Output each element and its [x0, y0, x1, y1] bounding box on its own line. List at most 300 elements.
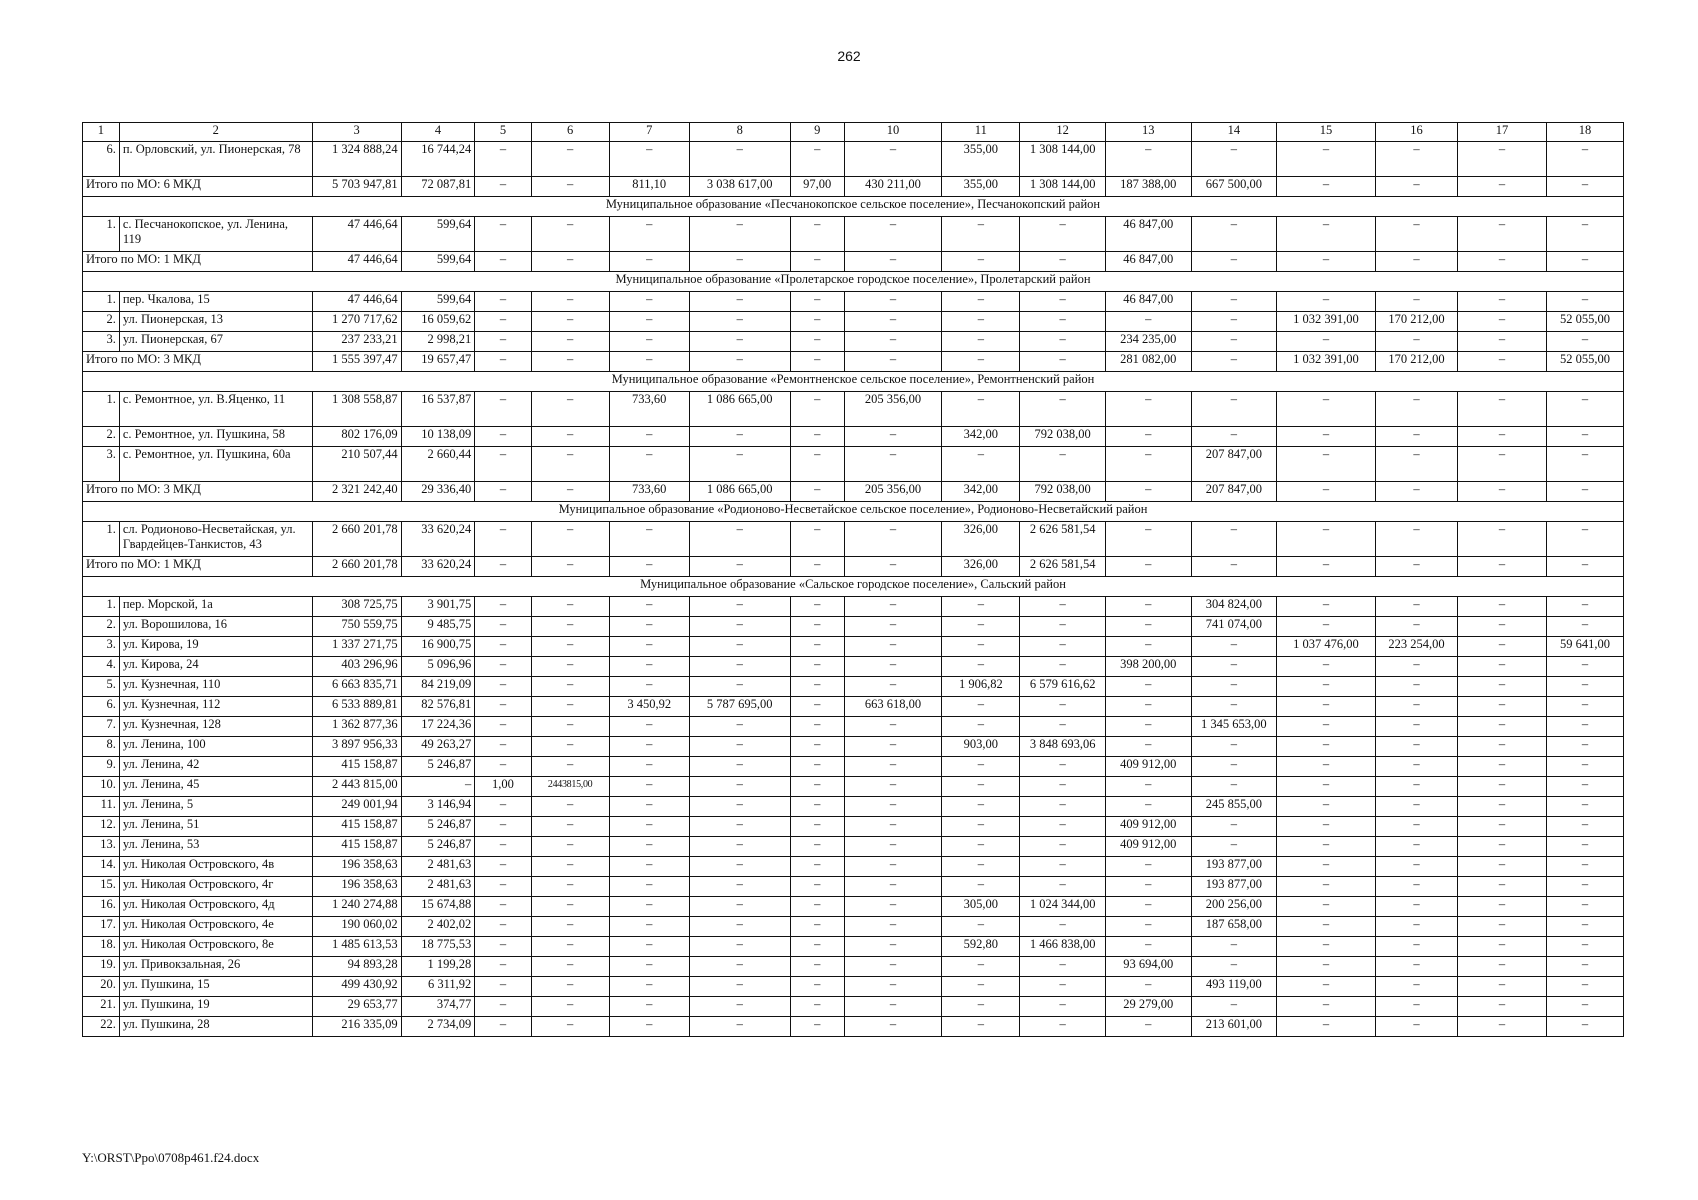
value-cell: – — [844, 447, 942, 482]
value-cell: – — [790, 837, 844, 857]
value-cell: – — [1191, 957, 1277, 977]
value-cell: – — [609, 837, 689, 857]
total-cell: 326,00 — [942, 557, 1020, 577]
total-cell: – — [844, 352, 942, 372]
value-cell: 5 096,96 — [401, 657, 475, 677]
value-cell: – — [1277, 977, 1376, 997]
value-cell: – — [689, 657, 790, 677]
row-number: 18. — [83, 937, 120, 957]
total-cell: – — [475, 557, 531, 577]
total-cell: 1 032 391,00 — [1277, 352, 1376, 372]
value-cell: – — [1546, 877, 1623, 897]
value-cell: – — [1458, 997, 1547, 1017]
value-cell: – — [790, 797, 844, 817]
value-cell: – — [844, 777, 942, 797]
value-cell: – — [844, 857, 942, 877]
value-cell: – — [844, 142, 942, 177]
table-row — [83, 427, 1624, 447]
value-cell: – — [1191, 677, 1277, 697]
value-cell: – — [844, 657, 942, 677]
total-row — [83, 557, 1624, 577]
value-cell: – — [1105, 977, 1191, 997]
total-cell: 1 086 665,00 — [689, 482, 790, 502]
total-cell: 811,10 — [609, 177, 689, 197]
row-number: 7. — [83, 717, 120, 737]
value-cell: – — [689, 717, 790, 737]
value-cell: – — [1458, 312, 1547, 332]
row-number: 3. — [83, 637, 120, 657]
address-cell: с. Ремонтное, ул. Пушкина, 58 — [119, 427, 312, 447]
table-row — [83, 997, 1624, 1017]
value-cell: – — [1105, 392, 1191, 427]
address-cell: ул. Пушкина, 15 — [119, 977, 312, 997]
value-cell: – — [1375, 217, 1457, 252]
table-row — [83, 797, 1624, 817]
value-cell: 308 725,75 — [312, 597, 401, 617]
value-cell: – — [1277, 997, 1376, 1017]
row-number: 6. — [83, 697, 120, 717]
address-cell: ул. Ленина, 53 — [119, 837, 312, 857]
total-cell: – — [475, 352, 531, 372]
column-number: 16 — [1375, 123, 1457, 142]
value-cell: – — [1546, 837, 1623, 857]
value-cell: – — [475, 1017, 531, 1037]
total-cell: – — [790, 352, 844, 372]
value-cell: – — [689, 1017, 790, 1037]
value-cell: – — [1020, 392, 1106, 427]
value-cell: – — [1277, 717, 1376, 737]
value-cell: – — [531, 957, 609, 977]
value-cell: – — [790, 597, 844, 617]
value-cell: 29 653,77 — [312, 997, 401, 1017]
value-cell: 59 641,00 — [1546, 637, 1623, 657]
value-cell: – — [1375, 917, 1457, 937]
value-cell: – — [689, 312, 790, 332]
value-cell: – — [531, 522, 609, 557]
value-cell: – — [1546, 717, 1623, 737]
value-cell: – — [844, 977, 942, 997]
column-number: 12 — [1020, 123, 1106, 142]
value-cell: 193 877,00 — [1191, 857, 1277, 877]
value-cell: – — [475, 447, 531, 482]
value-cell: – — [689, 997, 790, 1017]
value-cell: – — [790, 737, 844, 757]
value-cell: – — [1375, 657, 1457, 677]
value-cell: – — [1546, 292, 1623, 312]
value-cell: – — [475, 637, 531, 657]
value-cell: – — [531, 392, 609, 427]
address-cell: ул. Пушкина, 28 — [119, 1017, 312, 1037]
row-number: 21. — [83, 997, 120, 1017]
value-cell: – — [531, 637, 609, 657]
row-number: 17. — [83, 917, 120, 937]
row-number: 1. — [83, 392, 120, 427]
value-cell: 5 246,87 — [401, 757, 475, 777]
total-cell: – — [844, 557, 942, 577]
column-number: 6 — [531, 123, 609, 142]
value-cell: 903,00 — [942, 737, 1020, 757]
table-body — [83, 123, 1624, 1037]
value-cell: – — [790, 617, 844, 637]
total-cell: – — [1546, 557, 1623, 577]
value-cell: 2443815,00 — [531, 777, 609, 797]
column-number: 3 — [312, 123, 401, 142]
total-cell: – — [531, 482, 609, 502]
value-cell: 16 900,75 — [401, 637, 475, 657]
value-cell: 6 579 616,62 — [1020, 677, 1106, 697]
total-cell: – — [531, 252, 609, 272]
value-cell: – — [609, 217, 689, 252]
row-number: 15. — [83, 877, 120, 897]
value-cell: 355,00 — [942, 142, 1020, 177]
value-cell: – — [1277, 142, 1376, 177]
value-cell: – — [531, 877, 609, 897]
value-cell: – — [1191, 392, 1277, 427]
value-cell: – — [475, 797, 531, 817]
value-cell: – — [1105, 447, 1191, 482]
value-cell: – — [790, 857, 844, 877]
value-cell: – — [1020, 857, 1106, 877]
value-cell: – — [609, 617, 689, 637]
value-cell: – — [531, 697, 609, 717]
value-cell: – — [1375, 877, 1457, 897]
value-cell: – — [790, 522, 844, 557]
value-cell: 249 001,94 — [312, 797, 401, 817]
total-label: Итого по МО: 1 МКД — [83, 557, 313, 577]
value-cell: 213 601,00 — [1191, 1017, 1277, 1037]
value-cell: 2 998,21 — [401, 332, 475, 352]
value-cell: – — [531, 1017, 609, 1037]
total-cell: – — [1105, 557, 1191, 577]
value-cell: – — [609, 1017, 689, 1037]
value-cell: – — [942, 617, 1020, 637]
table-row — [83, 637, 1624, 657]
value-cell: – — [1546, 997, 1623, 1017]
value-cell: – — [1546, 427, 1623, 447]
value-cell: – — [1191, 522, 1277, 557]
value-cell: 10 138,09 — [401, 427, 475, 447]
value-cell: – — [609, 757, 689, 777]
total-cell: – — [1191, 557, 1277, 577]
value-cell: 46 847,00 — [1105, 292, 1191, 312]
value-cell: – — [790, 142, 844, 177]
value-cell: 196 358,63 — [312, 877, 401, 897]
value-cell: – — [1546, 617, 1623, 637]
total-cell: – — [609, 252, 689, 272]
row-number: 11. — [83, 797, 120, 817]
value-cell: – — [475, 597, 531, 617]
row-number: 8. — [83, 737, 120, 757]
value-cell: – — [1458, 392, 1547, 427]
value-cell: – — [1546, 677, 1623, 697]
total-label: Итого по МО: 1 МКД — [83, 252, 313, 272]
value-cell: – — [689, 677, 790, 697]
value-cell: 84 219,09 — [401, 677, 475, 697]
value-cell: – — [790, 877, 844, 897]
value-cell: – — [1191, 292, 1277, 312]
value-cell: – — [1191, 777, 1277, 797]
value-cell: – — [475, 717, 531, 737]
value-cell: – — [942, 217, 1020, 252]
value-cell: – — [790, 757, 844, 777]
row-number: 3. — [83, 332, 120, 352]
value-cell: – — [689, 217, 790, 252]
total-cell: – — [1375, 482, 1457, 502]
value-cell: 15 674,88 — [401, 897, 475, 917]
table-row — [83, 737, 1624, 757]
value-cell: – — [531, 737, 609, 757]
value-cell: – — [942, 697, 1020, 717]
value-cell: – — [844, 997, 942, 1017]
value-cell: – — [1020, 697, 1106, 717]
value-cell: – — [531, 917, 609, 937]
total-cell: 72 087,81 — [401, 177, 475, 197]
value-cell: – — [1020, 1017, 1106, 1037]
total-row — [83, 252, 1624, 272]
value-cell: – — [1458, 777, 1547, 797]
table-row — [83, 312, 1624, 332]
value-cell: – — [1375, 937, 1457, 957]
address-cell: ул. Николая Островского, 4в — [119, 857, 312, 877]
address-cell: ул. Кузнечная, 128 — [119, 717, 312, 737]
value-cell: – — [1458, 332, 1547, 352]
address-cell: пер. Морской, 1а — [119, 597, 312, 617]
total-cell: 33 620,24 — [401, 557, 475, 577]
value-cell: 1 032 391,00 — [1277, 312, 1376, 332]
value-cell: – — [844, 717, 942, 737]
value-cell: – — [942, 312, 1020, 332]
value-cell: – — [1277, 657, 1376, 677]
value-cell: – — [844, 312, 942, 332]
value-cell: 1 024 344,00 — [1020, 897, 1106, 917]
value-cell: – — [1191, 737, 1277, 757]
value-cell: – — [1277, 797, 1376, 817]
total-cell: – — [1277, 482, 1376, 502]
total-cell: – — [1277, 177, 1376, 197]
value-cell: – — [1105, 427, 1191, 447]
value-cell: 3 901,75 — [401, 597, 475, 617]
section-title: Муниципальное образование «Родионово-Несветайское сельское поселение», Родионово-Несветайский район — [83, 502, 1624, 522]
value-cell: – — [1277, 447, 1376, 482]
address-cell: ул. Привокзальная, 26 — [119, 957, 312, 977]
row-number: 22. — [83, 1017, 120, 1037]
value-cell: 94 893,28 — [312, 957, 401, 977]
value-cell: – — [844, 292, 942, 312]
value-cell: – — [1375, 1017, 1457, 1037]
value-cell: – — [475, 937, 531, 957]
value-cell: – — [790, 657, 844, 677]
value-cell: – — [1458, 857, 1547, 877]
value-cell: – — [1546, 817, 1623, 837]
value-cell: 409 912,00 — [1105, 817, 1191, 837]
table-row — [83, 817, 1624, 837]
value-cell: 82 576,81 — [401, 697, 475, 717]
value-cell: 5 246,87 — [401, 837, 475, 857]
total-cell: – — [1105, 482, 1191, 502]
value-cell: – — [475, 292, 531, 312]
value-cell: – — [790, 332, 844, 352]
table-row — [83, 617, 1624, 637]
value-cell: – — [1277, 427, 1376, 447]
value-cell: – — [1191, 332, 1277, 352]
value-cell: – — [609, 817, 689, 837]
table-row — [83, 447, 1624, 482]
row-number: 10. — [83, 777, 120, 797]
value-cell: 304 824,00 — [1191, 597, 1277, 617]
value-cell: – — [475, 427, 531, 447]
value-cell: – — [1375, 717, 1457, 737]
value-cell: – — [942, 447, 1020, 482]
column-number: 14 — [1191, 123, 1277, 142]
table-row — [83, 597, 1624, 617]
value-cell: – — [1020, 757, 1106, 777]
value-cell: – — [1191, 312, 1277, 332]
value-cell: – — [844, 817, 942, 837]
value-cell: – — [1020, 797, 1106, 817]
value-cell: – — [942, 857, 1020, 877]
total-cell: – — [1546, 482, 1623, 502]
value-cell: – — [475, 677, 531, 697]
value-cell: – — [1458, 427, 1547, 447]
total-cell: 2 626 581,54 — [1020, 557, 1106, 577]
value-cell: – — [1277, 937, 1376, 957]
total-cell: – — [609, 352, 689, 372]
total-cell: 2 660 201,78 — [312, 557, 401, 577]
address-cell: ул. Николая Островского, 4д — [119, 897, 312, 917]
total-cell: 792 038,00 — [1020, 482, 1106, 502]
column-number: 13 — [1105, 123, 1191, 142]
value-cell: – — [844, 917, 942, 937]
total-cell: – — [1458, 482, 1547, 502]
column-number: 8 — [689, 123, 790, 142]
column-number: 7 — [609, 123, 689, 142]
value-cell: 1 324 888,24 — [312, 142, 401, 177]
value-cell: 3 848 693,06 — [1020, 737, 1106, 757]
value-cell: – — [1458, 522, 1547, 557]
value-cell: 3 897 956,33 — [312, 737, 401, 757]
value-cell: – — [1546, 757, 1623, 777]
value-cell: – — [1277, 292, 1376, 312]
value-cell: 493 119,00 — [1191, 977, 1277, 997]
value-cell: – — [1375, 997, 1457, 1017]
value-cell: – — [531, 817, 609, 837]
value-cell: – — [1458, 1017, 1547, 1037]
table-row — [83, 897, 1624, 917]
value-cell: 2 626 581,54 — [1020, 522, 1106, 557]
value-cell: – — [531, 657, 609, 677]
value-cell: – — [1458, 447, 1547, 482]
value-cell: – — [942, 777, 1020, 797]
value-cell: – — [1546, 657, 1623, 677]
value-cell: – — [790, 917, 844, 937]
value-cell: – — [1020, 217, 1106, 252]
table-row — [83, 917, 1624, 937]
value-cell: – — [790, 977, 844, 997]
value-cell: – — [475, 817, 531, 837]
value-cell: – — [689, 837, 790, 857]
total-cell: 19 657,47 — [401, 352, 475, 372]
value-cell: 5 246,87 — [401, 817, 475, 837]
row-number: 2. — [83, 617, 120, 637]
value-cell: – — [609, 427, 689, 447]
value-cell: – — [1458, 957, 1547, 977]
value-cell: 1 466 838,00 — [1020, 937, 1106, 957]
value-cell: – — [1375, 897, 1457, 917]
value-cell: – — [1277, 1017, 1376, 1037]
value-cell: 599,64 — [401, 217, 475, 252]
address-cell: ул. Кирова, 24 — [119, 657, 312, 677]
total-cell: – — [1020, 252, 1106, 272]
value-cell: – — [1020, 717, 1106, 737]
value-cell: – — [1546, 597, 1623, 617]
value-cell: – — [531, 677, 609, 697]
value-cell: – — [689, 597, 790, 617]
section-title: Муниципальное образование «Сальское городское поселение», Сальский район — [83, 577, 1624, 597]
value-cell: – — [844, 597, 942, 617]
value-cell: – — [1105, 857, 1191, 877]
column-number: 11 — [942, 123, 1020, 142]
total-cell: 97,00 — [790, 177, 844, 197]
value-cell: – — [609, 312, 689, 332]
value-cell: – — [790, 817, 844, 837]
value-cell: 741 074,00 — [1191, 617, 1277, 637]
value-cell: – — [689, 897, 790, 917]
value-cell: – — [1546, 977, 1623, 997]
total-cell: 187 388,00 — [1105, 177, 1191, 197]
value-cell: – — [475, 312, 531, 332]
total-cell: – — [790, 557, 844, 577]
value-cell: – — [844, 1017, 942, 1037]
address-cell: с. Ремонтное, ул. В.Яценко, 11 — [119, 392, 312, 427]
value-cell: 223 254,00 — [1375, 637, 1457, 657]
value-cell: – — [942, 757, 1020, 777]
value-cell: – — [1191, 697, 1277, 717]
value-cell: – — [1020, 837, 1106, 857]
value-cell: – — [531, 757, 609, 777]
value-cell: – — [1375, 617, 1457, 637]
value-cell: – — [531, 897, 609, 917]
value-cell: 409 912,00 — [1105, 757, 1191, 777]
total-cell: 1 555 397,47 — [312, 352, 401, 372]
value-cell: – — [1020, 617, 1106, 637]
row-number: 3. — [83, 447, 120, 482]
value-cell: 326,00 — [942, 522, 1020, 557]
value-cell: 2 481,63 — [401, 857, 475, 877]
value-cell: 592,80 — [942, 937, 1020, 957]
value-cell: – — [1020, 637, 1106, 657]
value-cell: – — [475, 837, 531, 857]
table-row — [83, 677, 1624, 697]
value-cell: – — [790, 1017, 844, 1037]
value-cell: – — [1020, 447, 1106, 482]
address-cell: ул. Кузнечная, 112 — [119, 697, 312, 717]
total-cell: 207 847,00 — [1191, 482, 1277, 502]
value-cell: 2 734,09 — [401, 1017, 475, 1037]
value-cell: 6 533 889,81 — [312, 697, 401, 717]
value-cell: – — [475, 142, 531, 177]
value-cell: 499 430,92 — [312, 977, 401, 997]
value-cell: 1 906,82 — [942, 677, 1020, 697]
value-cell: – — [689, 427, 790, 447]
section-header-row — [83, 577, 1624, 597]
value-cell: – — [1105, 737, 1191, 757]
total-row — [83, 482, 1624, 502]
value-cell: – — [1277, 817, 1376, 837]
value-cell: 415 158,87 — [312, 837, 401, 857]
value-cell: – — [1546, 917, 1623, 937]
value-cell: 1 240 274,88 — [312, 897, 401, 917]
value-cell: – — [1458, 917, 1547, 937]
